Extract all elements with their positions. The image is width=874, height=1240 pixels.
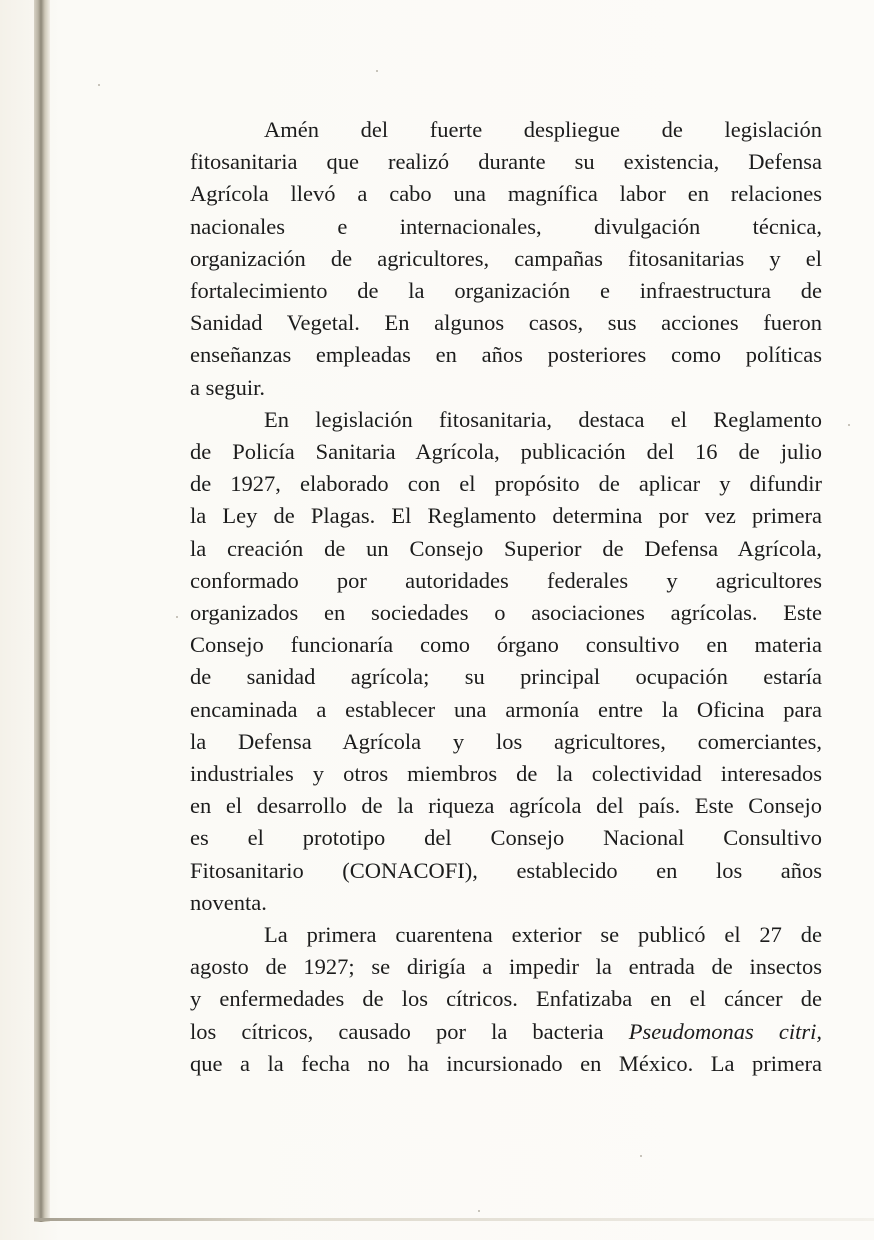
text-line: en el desarrollo de la riqueza agrícola del país. Este Consejo xyxy=(190,793,822,819)
text-line-with-italic xyxy=(190,1016,822,1048)
text-line: fitosanitaria que realizó durante su existencia, Defensa xyxy=(190,149,822,175)
book-spine-shadow xyxy=(34,0,50,1222)
paper-speck xyxy=(176,616,178,618)
text-line: En legislación fitosanitaria, destaca el Reglamento xyxy=(264,406,822,432)
text-line: Amén del fuerte despliegue de legislación xyxy=(264,117,822,142)
text-line: conformado por autoridades federales y agricultores xyxy=(190,567,822,593)
page-bottom-edge xyxy=(34,1218,874,1221)
text-line: Fitosanitario (CONACOFI), establecido en los años xyxy=(190,857,822,883)
paragraph-2 xyxy=(190,404,822,919)
text-line: Consejo funcionaría como órgano consultivo en materia xyxy=(190,632,822,658)
text-line: La primera cuarentena exterior se publicó el 27 de xyxy=(264,922,822,948)
text-line: la creación de un Consejo Superior de Defensa Agrícola, xyxy=(190,535,822,561)
paper-speck xyxy=(640,1155,642,1157)
text-line: nacionales e internacionales, divulgación técnica, xyxy=(190,213,822,239)
text-line: agosto de 1927; se dirigía a impedir la entrada de insectos xyxy=(190,954,822,980)
text-fragment: los cítricos, causado por la bacteria xyxy=(190,1018,604,1044)
text-line: de 1927, elaborado con el propósito de aplicar y difundir xyxy=(190,471,822,497)
text-line: Agrícola llevó a cabo una magnífica labor en relaciones xyxy=(190,181,822,207)
paper-speck xyxy=(376,70,378,72)
text-line: organización de agricultores, campañas fitosanitarias y el xyxy=(190,245,822,271)
body-text xyxy=(190,114,822,1080)
text-line: organizados en sociedades o asociaciones agrícolas. Este xyxy=(190,600,822,626)
text-line: fortalecimiento de la organización e infraestructura de xyxy=(190,278,822,304)
text-line: que a la fecha no ha incursionado en México. La primera xyxy=(190,1050,822,1076)
paragraph-3 xyxy=(190,919,822,1080)
text-line: la Defensa Agrícola y los agricultores, comerciantes, xyxy=(190,728,822,754)
species-name-italic: Pseudomonas citri, xyxy=(628,1018,822,1044)
text-line: encaminada a establecer una armonía entre la Oficina para xyxy=(190,696,822,722)
text-line: de Policía Sanitaria Agrícola, publicación del 16 de julio xyxy=(190,439,822,465)
text-line: enseñanzas empleadas en años posteriores como políticas xyxy=(190,342,822,368)
paragraph-1 xyxy=(190,114,822,404)
text-line: Sanidad Vegetal. En algunos casos, sus acciones fueron xyxy=(190,310,822,336)
paper-speck xyxy=(478,1210,480,1212)
paper-speck xyxy=(98,84,100,86)
text-line: de sanidad agrícola; su principal ocupación estaría xyxy=(190,664,822,690)
text-line: y enfermedades de los cítricos. Enfatizaba en el cáncer de xyxy=(190,986,822,1012)
text-line: industriales y otros miembros de la colectividad interesados xyxy=(190,761,822,787)
text-line: noventa. xyxy=(190,889,267,915)
text-line: la Ley de Plagas. El Reglamento determina por vez primera xyxy=(190,503,822,529)
text-line: a seguir. xyxy=(190,374,265,400)
text-line: es el prototipo del Consejo Nacional Consultivo xyxy=(190,825,822,851)
paper-speck xyxy=(848,424,850,426)
